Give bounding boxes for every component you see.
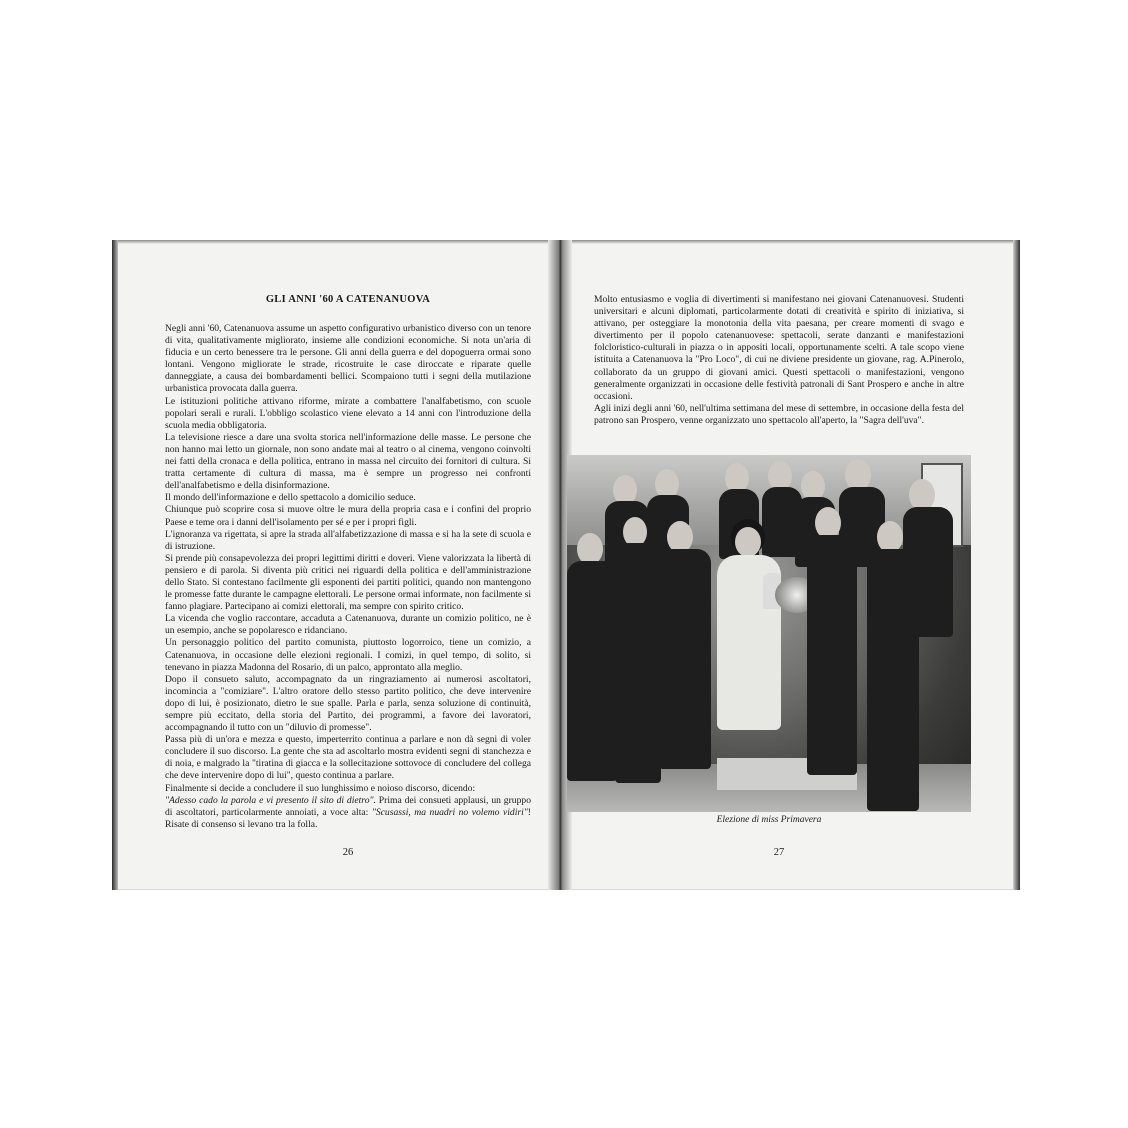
left-page-body xyxy=(165,323,531,831)
closing-paragraph xyxy=(165,795,531,831)
quote-one: "Adesso cado la parola e vi presento il sito di dietro". xyxy=(165,794,376,806)
paragraph: La vicenda che voglio raccontare, accaduta a Catenanuova, durante un comizio politico, ne è un esempio, anche se popolaresco e ridanciano. xyxy=(165,613,531,637)
paragraph: La televisione riesce a dare una svolta storica nell'informazione delle masse. Le persone che non hanno mai letto un giornale, non sono andate mai al teatro o al cinema, vengono coinvolti nei fatti della cronaca e della politica, entrano in massa nel circuito dei fornitori di cultura. Si tratta certamente di cultura di massa, ma è sempre un progresso nei confronti dell'analfabetismo e della disinformazione. xyxy=(165,431,531,492)
left-page xyxy=(165,294,531,874)
group-photograph xyxy=(567,455,971,812)
closing-text-two: ! Risate di consenso si levano tra la folla. xyxy=(165,806,531,830)
paragraph: Molto entusiasmo e voglia di divertimenti si manifestano nei giovani Catenanuovesi. Studenti universitari e alcuni diplomati, particolarmente dotati di creatività e spirito di iniziativa, si attivano, per osteggiare la monotonia della vita paesana, per creare momenti di svago e divertimento per il popolo catenanuovese: spettacoli, serate danzanti e manifestazioni folcloristico-culturali in piazza o in appositi locali, opportunamente scelti. A tale scopo viene istituita a Catenanuova la "Pro Loco", di cui ne diviene presidente un giovane, rag. A.Pinerolo, collaborato da un gruppo di giovani amici. Questi spettacoli o manifestazioni, vengono generalmente organizzati in occasione delle festività patronali di Sant Prospero e anche in altre occasioni. xyxy=(594,294,964,402)
paragraph: Passa più di un'ora e mezza e questo, imperterrito continua a parlare e non dà segni di voler concludere il suo discorso. La gente che sta ad ascoltarlo mostra evidenti segni di stanchezza e di noia, e malgrado la "tiratina di giacca e la sollecitazione sottovoce di concludere del collega che deve intervenire dopo di lui", questo continua a parlare. xyxy=(165,734,531,782)
quote-two: "Scusassi, ma nuadri no volemo vidiri" xyxy=(371,806,528,818)
chapter-title: GLI ANNI '60 A CATENANUOVA xyxy=(265,294,431,305)
left-book-edge xyxy=(112,240,118,890)
page-number-right: 27 xyxy=(773,847,785,858)
paragraph: Agli inizi degli anni '60, nell'ultima settimana del mese di settembre, in occasione della festa del patrono san Prospero, venne organizzato uno spettacolo all'aperto, la "Sagra dell'uva". xyxy=(594,402,964,426)
paragraph: Il mondo dell'informazione e dello spettacolo a domicilio seduce. xyxy=(165,492,416,504)
paragraph: L'ignoranza va rigettata, si apre la strada all'alfabetizzazione di massa e si ha la sete di scuola e di istruzione. xyxy=(165,528,531,552)
paragraph: Dopo il consueto saluto, accompagnato da un ringraziamento ai numerosi ascoltatori, incomincia a "comiziare". L'altro oratore dello stesso partito politico, che deve intervenire dopo di lui, è posizionato, dietro le sue spalle. Parla e parla, senza soluzione di continuità, sempre più eccitato, della storia del Partito, dei programmi, a favore dei lavoratori, accompagnando il tutto con un "diluvio di promesse". xyxy=(165,673,531,734)
right-page-body xyxy=(594,294,964,427)
paragraph: Chiunque può scoprire cosa si muove oltre le mura della propria casa e i confini del proprio Paese e teme ora i danni dell'isolamento per sé e per i propri figli. xyxy=(165,504,531,528)
photo-caption: Elezione di miss Primavera xyxy=(716,815,822,825)
closing-text-one: Prima dei consueti applausi, un gruppo di ascoltatori, particolarmente annoiati, a voce alta: xyxy=(165,794,531,818)
paragraph: Finalmente si decide a concludere il suo lunghissimo e noioso discorso, dicendo: xyxy=(165,782,476,794)
paragraph: Le istituzioni politiche attivano riforme, mirate a combattere l'analfabetismo, con scuole popolari serali e rurali. L'obbligo scolastico viene elevato a 14 anni con l'introduzione della scuola media obbligatoria. xyxy=(165,395,531,431)
right-book-edge xyxy=(1013,240,1020,890)
paragraph: Un personaggio politico del partito comunista, piuttosto logorroico, tiene un comizio, a Catenanuova, in occasione delle elezioni regionali. I comizi, in quel tempo, di solito, si tenevano in piazza Madonna del Rosario, di un palco, approntato alla meglio. xyxy=(165,637,531,673)
page-number-left: 26 xyxy=(342,847,354,858)
paragraph: Negli anni '60, Catenanuova assume un aspetto configurativo urbanistico diverso con un tenore di vita, qualitativamente migliorato, insieme alle condizioni economiche. Si nota un'aria di fiducia e un certo benessere tra le persone. Gli anni della guerra e del dopoguerra ormai sono lontani. Vengono migliorate le strade, ricostruite le case diroccate e riparate quelle danneggiate, a causa dei bombardamenti bellici. Scompaiono tutti i segni della mutilazione urbanistica provocata dalla guerra. xyxy=(165,323,531,395)
paragraph: Si prende più consapevolezza dei propri legittimi diritti e doveri. Viene valorizzata la libertà di pensiero e di parola. Si diventa più critici nei riguardi della politica e dell'amministrazione dello Stato. Si contestano facilmente gli esponenti dei partiti politici, quando non mantengono le promesse fatte durante le campagne elettorali. Le persone ormai informate, non facilmente si fanno plagiare. Partecipano ai comizi elettorali, ma sempre con spirito critico. xyxy=(165,552,531,613)
